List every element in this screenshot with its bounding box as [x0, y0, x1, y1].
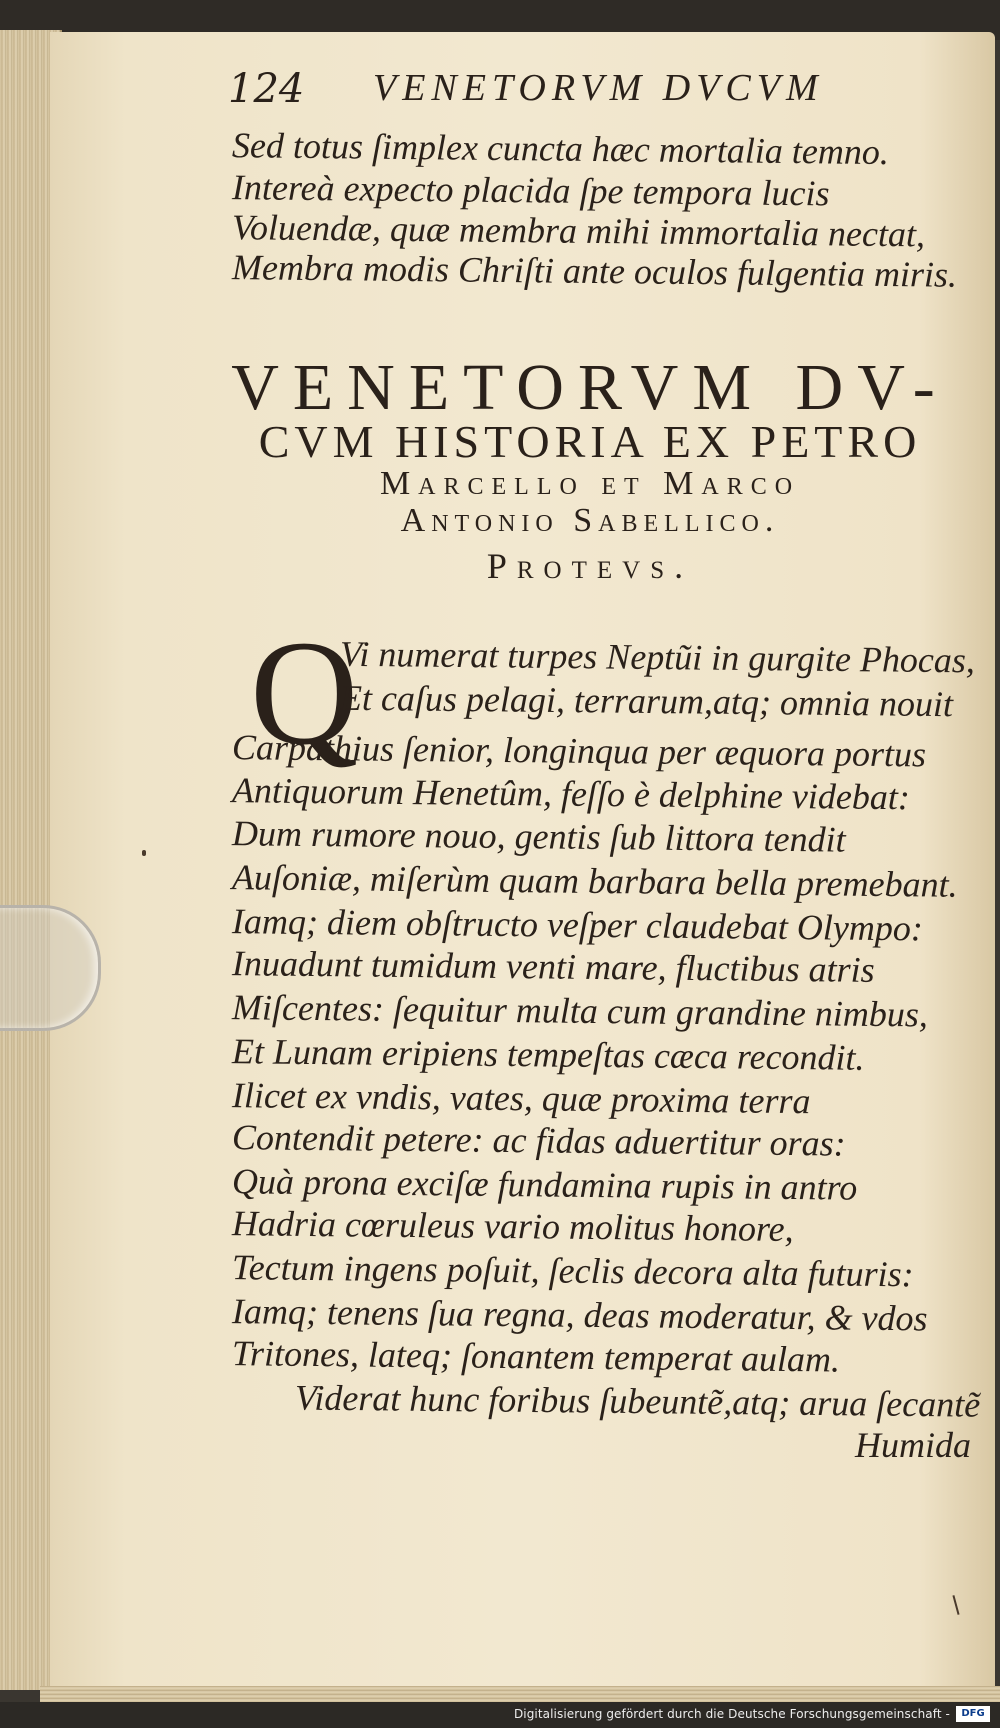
- ink-speck: [142, 850, 146, 856]
- drop-cap-initial: Q: [250, 610, 359, 776]
- page-header: [228, 66, 868, 114]
- poem-line: Dum rumore nouo, gentis ſub littora tendit: [231, 813, 846, 860]
- running-head: VENETORVM DVCVM: [373, 67, 824, 109]
- poem-line: Ilicet ex vndis, vates, quæ proxima terra: [231, 1075, 811, 1122]
- poem-line: Carpathius ſenior, longinqua per æquora portus: [231, 727, 927, 775]
- title-line-5: Protevs.: [486, 546, 694, 586]
- poem-line: Viderat hunc foribus ſubeuntẽ,atq; arua ſecantẽ: [294, 1377, 981, 1425]
- poem-line: Tritones, lateq; ſonantem temperat aulam.: [231, 1333, 841, 1380]
- poem-line: Et caſus pelagi, terrarum,atq; omnia nouit: [339, 677, 954, 725]
- poem-line: Auſoniæ, miſerùm quam barbara bella premebant.: [231, 857, 958, 905]
- poem-line: Quà prona exciſæ fundamina rupis in antro: [231, 1161, 858, 1208]
- poem-line: Iamq; diem obſtructo veſper claudebat Olympo:: [231, 901, 924, 949]
- page-number: 124: [228, 66, 305, 112]
- verse-line: Voluendæ, quæ membra mihi immortalia nectat,: [231, 207, 926, 255]
- title-line-3: Marcello et Marco: [379, 465, 801, 502]
- title-line-2: CVM HISTORIA EX PETRO: [258, 416, 922, 467]
- poem-line: Contendit petere: ac fidas aduertitur oras:: [231, 1117, 846, 1164]
- dfg-logo: DFG: [956, 1706, 990, 1722]
- poem-line: Antiquorum Henetûm, feſſo è delphine videbat:: [231, 770, 911, 818]
- footer-credit: Digitalisierung gefördert durch die Deutsche Forschungsgemeinschaft -: [513, 1707, 950, 1721]
- page-clip: [0, 905, 101, 1031]
- title-line-4: Antonio Sabellico.: [400, 502, 780, 539]
- title-line-1: VENETORVM DV-: [231, 351, 949, 424]
- poem-line: Et Lunam eripiens tempeſtas cæca recondit.: [231, 1031, 865, 1078]
- verse-line: Intereà expecto placida ſpe tempora lucis: [231, 167, 830, 214]
- poem-line: Hadria cœruleus vario molitus honore,: [231, 1203, 794, 1250]
- catchword: Humida: [855, 1425, 971, 1465]
- poem-line: Vi numerat turpes Neptũi in gurgite Phocas,: [339, 633, 976, 681]
- poem-line: Inuadunt tumidum venti mare, fluctibus atris: [231, 943, 875, 990]
- verse-line: Sed totus ſimplex cuncta hæc mortalia temno.: [231, 125, 890, 173]
- poem-line: Miſcentes: ſequitur multa cum grandine nimbus,: [231, 987, 929, 1035]
- poem-line: Tectum ingens poſuit, ſeclis decora alta futuris:: [231, 1247, 914, 1295]
- book-bottom-edges: [40, 1686, 1000, 1702]
- poem-line: Iamq; tenens ſua regna, deas moderatur, & vdos: [231, 1291, 928, 1339]
- verse-line: Membra modis Chriſti ante oculos fulgentia miris.: [231, 247, 958, 295]
